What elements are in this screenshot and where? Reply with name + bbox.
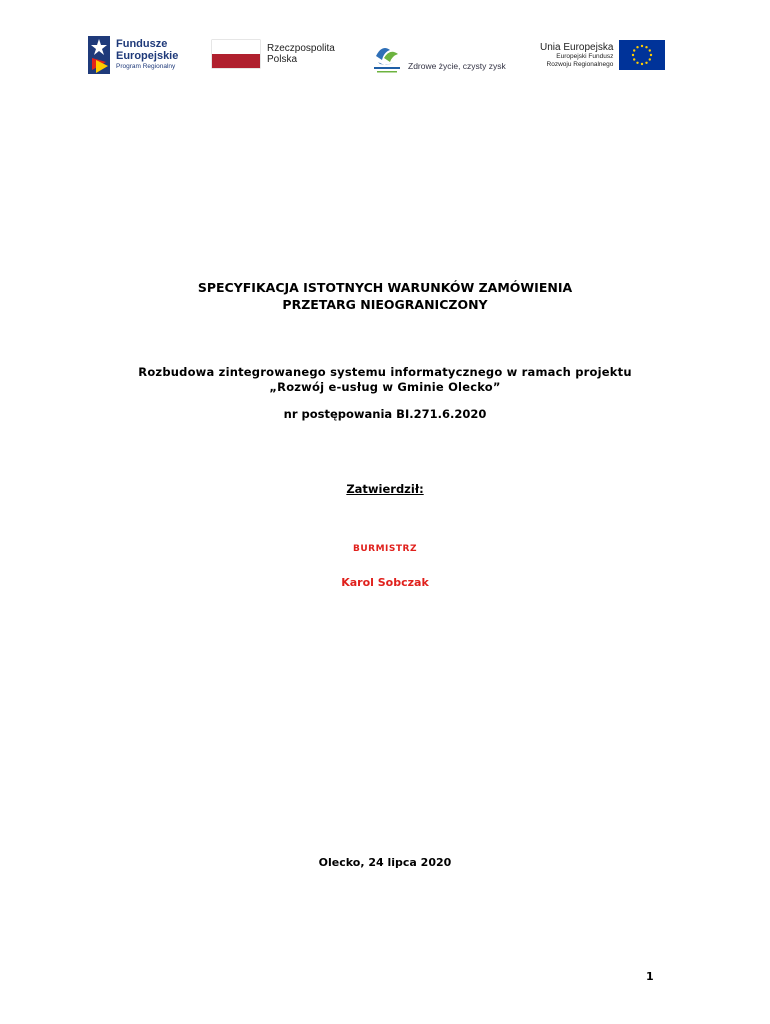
title-line-1: SPECYFIKACJA ISTOTNYCH WARUNKÓW ZAMÓWIENIA — [197, 280, 573, 295]
document-title — [0, 279, 770, 313]
warmia-mazury-logo — [372, 42, 506, 74]
eu-logo-line3: Rozwoju Regionalnego — [546, 60, 614, 68]
fe-logo-line1: Fundusze — [116, 38, 168, 51]
warmia-mazury-mark-icon — [372, 42, 402, 74]
approved-by-label: Zatwierdził: — [346, 482, 424, 496]
subject-line-2: „Rozwój e-usług w Gminie Olecko” — [269, 380, 501, 394]
fe-logo-line2: Europejskie — [116, 49, 179, 62]
signatory-position: BURMISTRZ — [353, 544, 417, 554]
unia-europejska-logo — [540, 40, 665, 70]
rp-logo-line1: Rzeczpospolita — [267, 43, 335, 54]
fe-logo-line3: Program Regionalny — [116, 63, 176, 71]
eu-logo-line1: Unia Europejska — [540, 42, 614, 54]
fundusze-europejskie-mark-icon — [88, 36, 110, 74]
rzeczpospolita-polska-logo — [212, 40, 335, 68]
eu-flag-icon — [619, 40, 665, 70]
case-number: nr postępowania BI.271.6.2020 — [283, 407, 487, 421]
signatory-name: Karol Sobczak — [341, 576, 429, 589]
eu-logo-line2: Europejski Fundusz — [556, 53, 614, 61]
title-line-2: PRZETARG NIEOGRANICZONY — [282, 297, 488, 312]
logo-bar — [0, 36, 770, 76]
polish-flag-icon — [212, 40, 260, 68]
procurement-subject — [0, 365, 770, 395]
fundusze-europejskie-logo — [88, 36, 178, 74]
place-and-date: Olecko, 24 lipca 2020 — [318, 856, 452, 869]
rp-logo-line2: Polska — [267, 54, 298, 65]
warmia-mazury-slogan: Zdrowe życie, czysty zysk — [408, 61, 506, 71]
page-number: 1 — [646, 970, 654, 983]
subject-line-1: Rozbudowa zintegrowanego systemu informatycznego w ramach projektu — [138, 365, 632, 379]
